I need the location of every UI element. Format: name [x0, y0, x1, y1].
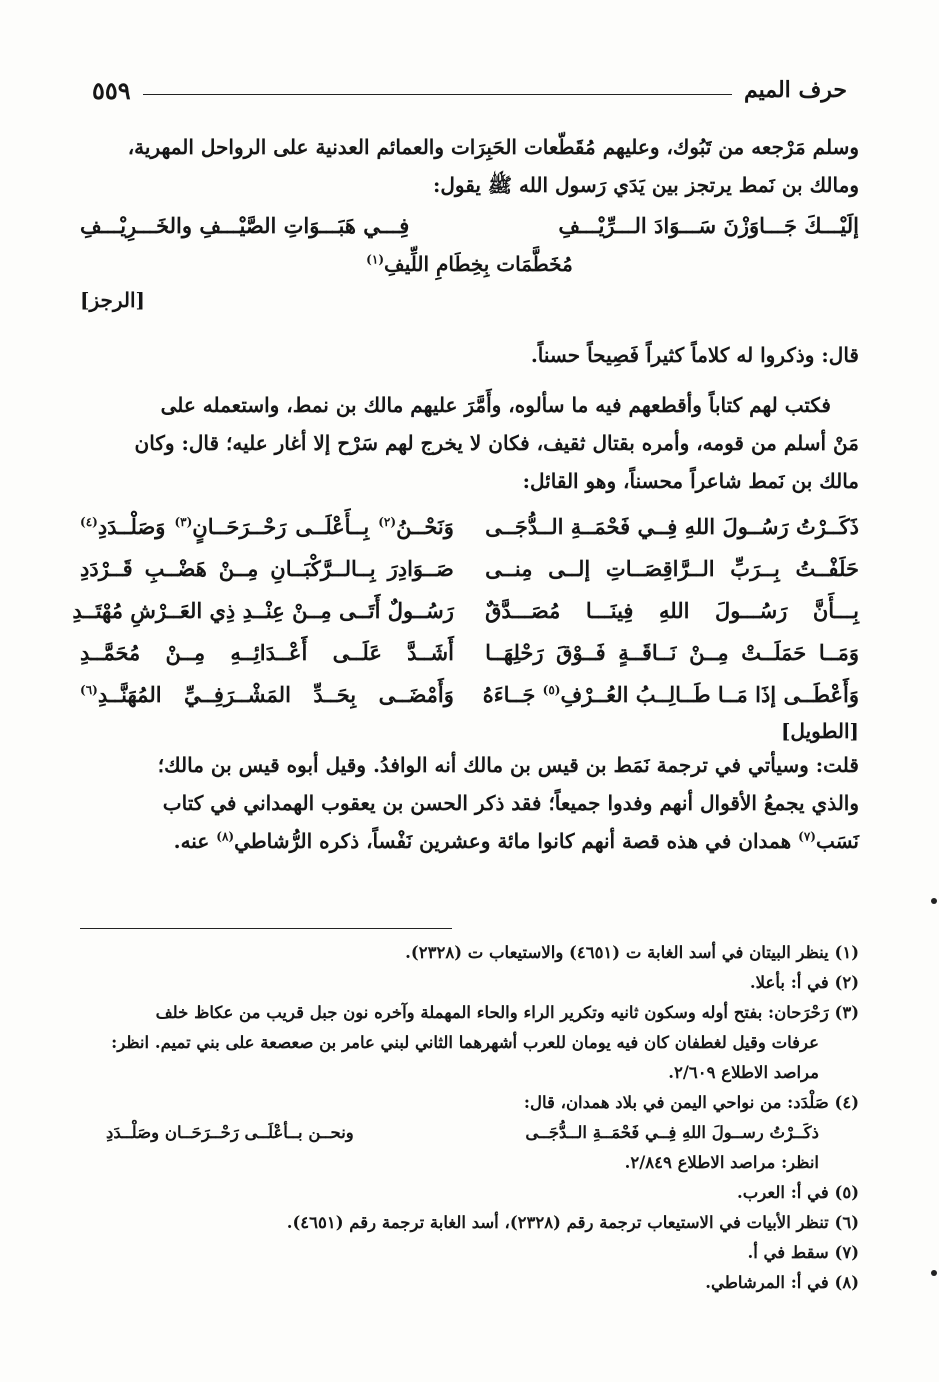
footnote-4-verse-left: ونحــن بــأعْلَــى رَحْــرَحَــان وصَلْــدَدِ — [106, 1123, 354, 1142]
rajaz-hemistich-left: فِـــي هَبَـــوَاتِ الصَّيْـــفِ والخَـــرِيْـــفِ — [80, 213, 410, 238]
para3-line3: مالك بن نَمط شاعراً محسناً، وهو القائل: — [522, 469, 859, 493]
poem-left-line: أَشَــدَّ عَلَــى أَعْــدَائِــهِ مِــنْ مُحَمَّــدِ — [80, 640, 454, 665]
para1-line2: ومالك بن نَمط يرتجز بين يَدَي رَسول الله ﷺ يقول: — [432, 173, 859, 197]
poem-left-line: رَسُــولٌ أَتَــى مِــنْ عِنْــدِ ذِي العَــرْشِ مُهْتَــدِ — [72, 598, 454, 623]
poem-right-line: ذَكَــرْتُ رَسُــولَ اللهِ فِــي فَحْمَــةِ الــدُّجَــى — [485, 514, 859, 539]
footnote-3-line1: (٣) رَحْرَحان: بفتح أوله وسكون ثانيه وتكرير الراء والحاء المهملة وآخره نون جبل قريب من عكاظ خلف — [155, 1003, 859, 1022]
footnote-3-line3: مراصد الاطلاع ٢/٦٠٩. — [668, 1063, 819, 1082]
body2-line3 — [80, 822, 859, 860]
footnote-ref-7: (٧) — [798, 829, 816, 844]
poem-right-line: وَمَــا حَمَلَــتْ مِــنْ نَــاقَــةٍ فَــوْقَ رَحْلِهَــا — [485, 640, 859, 665]
footnote-3-line2: عرفات وقيل لغطفان كان فيه يومان للعرب أشهرهما الثاني لبني عامر بن صعصعة على بني تميم. انظر: — [111, 1033, 819, 1052]
footnote-1: (١) ينظر البيتان في أسد الغابة ت (٤٦٥١) والاستيعاب ت (٢٣٢٨). — [405, 943, 859, 962]
footnote-ref-4: (٤) — [80, 515, 98, 529]
scan-speck — [931, 898, 937, 904]
para1-line1: وسلم مَرْجعه من تَبُوك، وعليهم مُقَطّعات الحَبِرَات والعمائم العدنية على الرواحل المهرية، — [127, 135, 859, 159]
footnote-4-verse-right: ذكَــرْتُ رســولَ اللهِ فِــي فَحْمَــةِ الــدُّجَــى — [525, 1123, 819, 1142]
rajaz-last-text: مُخَطَّمَات بِخِطَامِ اللِّيفِ — [384, 252, 573, 276]
para3-line2: مَنْ أسلم من قومه، وأمره بقتال ثقيف، فكان لا يخرج لهم سَرْح إلا أغار عليه؛ قال: وكان — [134, 431, 859, 455]
footnote-ref-5: (٥) — [542, 683, 561, 697]
rajaz-last-line — [80, 246, 859, 282]
scan-speck — [931, 1270, 937, 1276]
footnote-2: (٢) في أ: بأعلا. — [749, 973, 859, 992]
body2-line1: قلت: وسيأتي في ترجمة نَمَط بن قيس بن مالك أنه الوافدُ. وقيل أبوه قيس بن مالك؛ — [157, 753, 859, 777]
footnote-4-verse — [76, 1118, 859, 1148]
footnote-separator — [80, 928, 452, 929]
body2-line3-c: عنه. — [173, 829, 217, 853]
body2-line3-a: نَسَب — [815, 829, 859, 853]
body2-line3-b: همدان في هذه قصة أنهم كانوا مائة وعشرين نَفْساً، ذكره الرُّشاطي — [234, 829, 799, 853]
para3-line1: فكتب لهم كتاباً وأقطعهم فيه ما سألوه، وأَمَّرَ عليهم مالك بن نمط، واستعمله على — [160, 393, 831, 417]
poem-right-line-5-text: وَأَعْطَــى إذَا مَــا طَــالِــبُ العُــرْفِ — [560, 682, 859, 707]
para2: قال: وذكروا له كلاماً كثيراً فَصِيحاً حسناً. — [530, 343, 859, 367]
chapter-title: حرف الميم — [743, 77, 847, 103]
body2-line2: والذي يجمعُ الأقوال أنهم وفدوا جميعاً؛ فقد ذكر الحسن بن يعقوب الهمداني في كتاب — [162, 791, 859, 815]
page-header — [92, 70, 847, 110]
poem-right-line-5-tail: جَــاءَهُ — [482, 682, 536, 707]
footnote-4-line1: (٤) صَلْدَد: من نواحي اليمن في بلاد همدان، قال: — [523, 1093, 859, 1112]
meter-tawil: [الطويل] — [780, 719, 859, 743]
meter-rajaz: [الرجز] — [80, 288, 146, 312]
footnote-6: (٦) تنظر الأبيات في الاستيعاب ترجمة رقم (٢٣٢٨)، أسد الغابة ترجمة رقم (٤٦٥١). — [286, 1213, 859, 1232]
poem-left-line: صَــوَادِرَ بِــالــرَّكْبَــانِ مِــنْ هَضْــبِ قَــرْدَدِ — [80, 556, 454, 581]
footnote-4-line3: انظر: مراصد الاطلاع ٢/٨٤٩. — [624, 1153, 819, 1172]
poem-left-line-1-start: وَنَحْــنُ — [396, 514, 454, 539]
footnote-7: (٧) سقط في أ. — [747, 1243, 859, 1262]
poem-left-line-5 — [80, 674, 454, 716]
poem-left-line-5-text: وَأَمْضَــى بِحَــدِّ المَشْــرَفِــيِّ المُهَنَّــدِ — [97, 682, 454, 707]
poem-left-line-1-end: وَصَلْــدَدِ — [97, 514, 166, 539]
footnote-8: (٨) في أ: المرشاطي. — [705, 1273, 859, 1292]
footnote-ref-1: (١) — [366, 252, 384, 267]
rajaz-verse — [80, 206, 859, 246]
poem-right-line: بِـــأَنَّ رَسُـــولَ اللهِ فِينَـــا مُصَـــدَّقٌ — [485, 598, 859, 623]
poem-right-line: حَلَفْــتُ بِــرَبِّ الــرَّاقِصَــاتِ إلــى مِنــى — [485, 556, 859, 581]
footnotes — [76, 938, 859, 1298]
main-text — [72, 128, 859, 860]
poem-left-column — [72, 506, 454, 716]
poem-left-line-1-mid: بِــأَعْلَــى رَحْــرَحَــانٍ — [192, 514, 370, 539]
rajaz-hemistich-right: إلَيْـــكَ جَـــاوَزْنَ سَـــوَادَ الـــرِّيْـــفِ — [558, 213, 859, 238]
footnote-5: (٥) في أ: العرب. — [737, 1183, 859, 1202]
poem-left-line-1 — [80, 506, 454, 548]
footnote-ref-2: (٢) — [378, 515, 397, 529]
header-rule — [143, 94, 732, 95]
page-number: ٥٥٩ — [92, 75, 131, 105]
poem-right-line-5 — [482, 674, 859, 716]
poem-right-column — [482, 506, 859, 716]
poem-tawil — [72, 506, 859, 716]
footnote-ref-6: (٦) — [80, 683, 98, 697]
footnote-ref-3: (٣) — [174, 515, 193, 529]
footnote-ref-8: (٨) — [216, 829, 235, 844]
